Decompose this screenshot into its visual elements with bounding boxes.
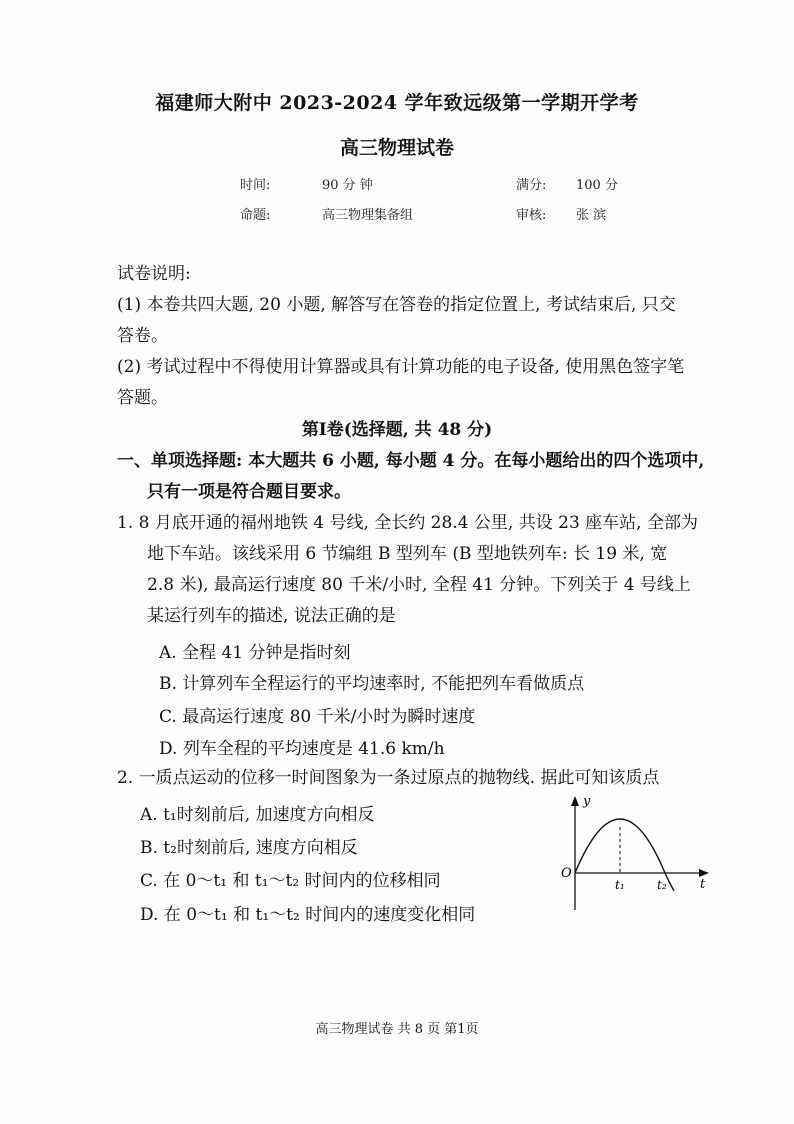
q2-stem: 2. 一质点运动的位移一时间图象为一条过原点的抛物线. 据此可知该质点 <box>117 768 660 788</box>
q1-option-d: D. 列车全程的平均速度是 41.6 km/h <box>159 739 445 759</box>
author-value: 高三物理集备组 <box>322 208 414 223</box>
instructions-heading: 试卷说明: <box>117 264 191 284</box>
y-axis-label: y <box>583 794 591 809</box>
exam-subtitle: 高三物理试卷 <box>339 137 454 159</box>
origin-label: O <box>561 866 572 881</box>
page-footer: 高三物理试卷 共 8 页 第1页 <box>315 1022 479 1037</box>
q2-option-c: C. 在 0～t₁ 和 t₁～t₂ 时间内的位移相同 <box>140 871 441 891</box>
q1-option-c: C. 最高运行速度 80 千米/小时为瞬时速度 <box>159 707 476 727</box>
instruction-2-line-2: 答题。 <box>117 388 168 408</box>
instruction-1-line-2: 答卷。 <box>117 326 168 346</box>
reviewer-value: 张 滨 <box>576 208 607 223</box>
q2-option-a: A. t₁时刻前后, 加速度方向相反 <box>140 805 375 825</box>
q2-option-b: B. t₂时刻前后, 速度方向相反 <box>140 838 358 858</box>
reviewer-label: 审核: <box>516 208 547 223</box>
exam-title: 福建师大附中 2023-2024 学年致远级第一学期开学考 <box>155 92 639 114</box>
q1-stem-line-3: 2.8 米), 最高运行速度 80 千米/小时, 全程 41 分钟。下列关于 4 号线上 <box>147 575 691 595</box>
x-axis-arrow <box>699 869 709 877</box>
displacement-time-graph <box>550 790 720 920</box>
y-axis-arrow <box>571 796 579 806</box>
q1-stem-line-2: 地下车站。该线采用 6 节编组 B 型列车 (B 型地铁列车: 长 19 米, 宽 <box>147 544 668 564</box>
section-heading-line-2: 只有一项是符合题目要求。 <box>147 482 351 502</box>
x-axis-label: t <box>700 877 706 892</box>
q1-stem-line-1: 1. 8 月底开通的福州地铁 4 号线, 全长约 28.4 公里, 共设 23 座车站, 全部为 <box>117 513 698 533</box>
author-label: 命题: <box>240 208 271 223</box>
q2-option-d: D. 在 0～t₁ 和 t₁～t₂ 时间内的速度变化相同 <box>140 905 476 925</box>
score-label: 满分: <box>516 178 547 193</box>
q1-option-b: B. 计算列车全程运行的平均速率时, 不能把列车看做质点 <box>159 674 585 694</box>
q1-stem-line-4: 某运行列车的描述, 说法正确的是 <box>147 606 396 626</box>
score-value: 100 分 <box>576 178 618 193</box>
q1-option-a: A. 全程 41 分钟是指时刻 <box>159 643 351 663</box>
t2-label: t₂ <box>657 878 667 892</box>
instruction-2-line-1: (2) 考试过程中不得使用计算器或具有计算功能的电子设备, 使用黑色签字笔 <box>117 357 685 377</box>
section-heading-line-1: 一、单项选择题: 本大题共 6 小题, 每小题 4 分。在每小题给出的四个选项中, <box>117 451 705 471</box>
time-label: 时间: <box>240 178 271 193</box>
t1-label: t₁ <box>615 878 625 892</box>
instruction-1-line-1: (1) 本卷共四大题, 20 小题, 解答写在答卷的指定位置上, 考试结束后, 只交 <box>117 295 676 315</box>
time-value: 90 分 钟 <box>322 178 373 193</box>
part-title: 第Ⅰ卷(选择题, 共 48 分) <box>301 420 493 440</box>
